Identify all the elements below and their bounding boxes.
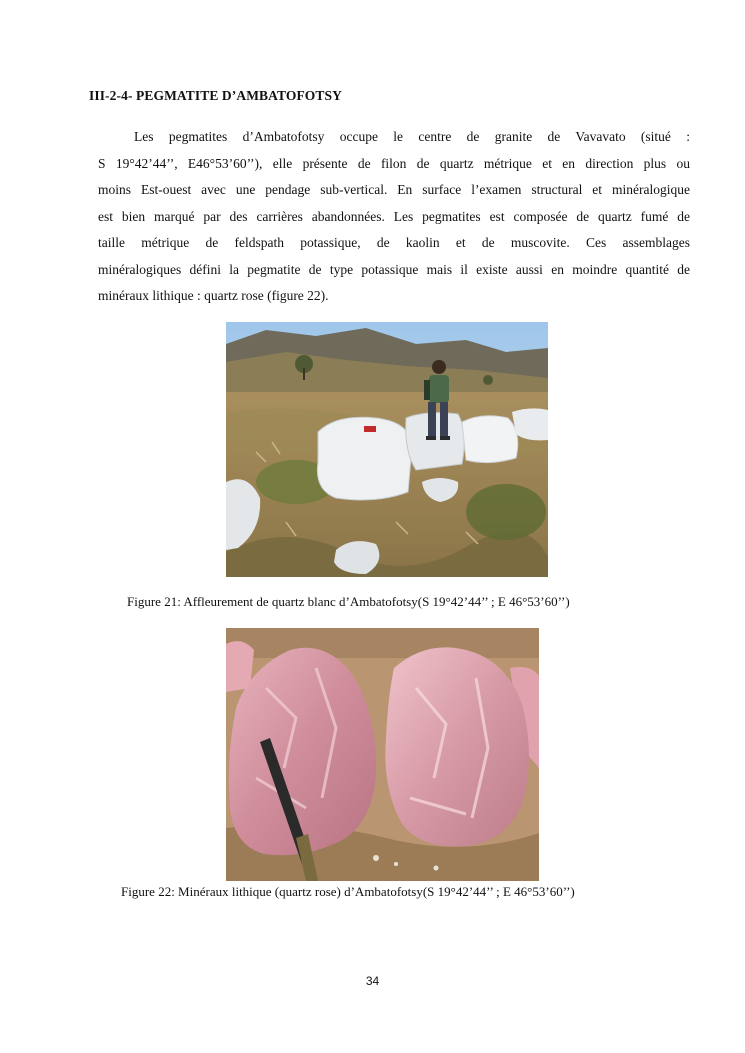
paragraph-line: minéralogiques défini la pegmatite de type potassique mais il existe aussi en moindre quantité de — [98, 261, 690, 277]
page-number: 34 — [365, 974, 380, 988]
figure-21-photo — [226, 322, 548, 577]
section-paragraph — [98, 124, 690, 310]
section-heading: III-2-4- PEGMATITE D’AMBATOFOTSY — [89, 88, 342, 103]
rose-quartz-illustration — [226, 628, 539, 881]
paragraph-line: est bien marqué par des carrières abandonnées. Les pegmatites est composée de quartz fumé de — [98, 208, 690, 224]
paragraph-line: Les pegmatites d’Ambatofotsy occupe le centre de granite de Vavavato (situé : — [134, 129, 690, 144]
figure-22-photo — [226, 628, 539, 881]
paragraph-line: moins Est-ouest avec une pendage sub-vertical. En surface l’examen structural et minéralogique — [98, 182, 690, 197]
figure-22-caption: Figure 22: Minéraux lithique (quartz rose) d’Ambatofotsy(S 19°42’44’’ ; E 46°53’60’’) — [121, 884, 575, 899]
figure-21-caption: Figure 21: Affleurement de quartz blanc d’Ambatofotsy(S 19°42’44’’ ; E 46°53’60’’) — [127, 594, 570, 609]
quartz-outcrop-illustration — [226, 322, 548, 577]
paragraph-line: taille métrique de feldspath potassique, de kaolin et de muscovite. Ces assemblages — [98, 235, 690, 250]
paragraph-line: S 19°42’44’’, E46°53’60’’), elle présente de filon de quartz métrique et en direction plus ou — [98, 155, 690, 171]
paragraph-line: minéraux lithique : quartz rose (figure 22). — [98, 288, 329, 303]
